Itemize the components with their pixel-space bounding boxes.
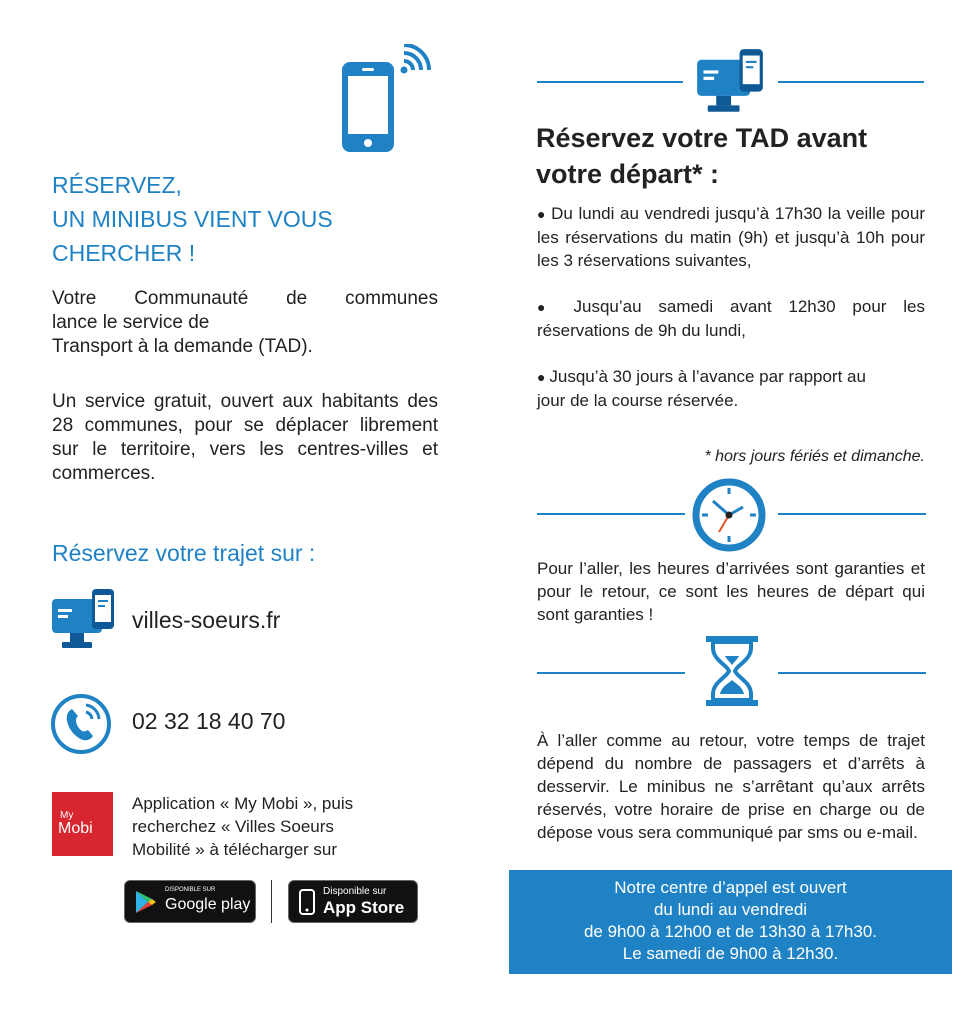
bullet-item (537, 365, 897, 412)
headline-line: CHERCHER ! (52, 240, 196, 266)
computer-phone-icon (50, 587, 116, 651)
google-play-small: DISPONIBLE SUR (165, 887, 216, 893)
website-link[interactable]: villes-soeurs.fr (132, 607, 281, 633)
bullet-text: Du lundi au vendredi jusqu’à 17h30 la veille pour les réservations du matin (9h) et jusqu’à 10h pour les 3 réservations suivantes, (537, 204, 925, 270)
divider-top-right (778, 81, 924, 83)
mymobi-logo-top: My (60, 810, 74, 821)
app-text-line: Application « My Mobi », puis (132, 794, 354, 813)
callcenter-line: du lundi au vendredi (653, 900, 808, 919)
bullet-item (537, 295, 925, 342)
app-text (132, 792, 353, 861)
app-store-small: Disponible sur (323, 886, 387, 897)
callcenter-box (509, 870, 952, 974)
app-text-line: recherchez « Villes Soeurs (132, 817, 334, 836)
store-divider (271, 880, 272, 923)
bullet-text: Jusqu’au samedi avant 12h30 pour les réservations de 9h du lundi, (537, 297, 925, 340)
computer-phone-icon (695, 47, 765, 115)
bullet-dot: ● (537, 206, 552, 222)
headline-line: RÉSERVEZ, (52, 172, 182, 198)
intro-line: Transport à la demande (TAD). (52, 336, 313, 357)
divider-top-left (537, 81, 683, 83)
divider-hourglass-left (537, 672, 685, 674)
smartphone-wifi-icon (338, 44, 434, 156)
guarantee-text: Pour l’aller, les heures d’arrivées sont garanties et pour le retour, ce sont les heures de départ qui sont garanties ! (537, 559, 925, 624)
apple-icon (299, 889, 315, 915)
google-play-label: Google play (165, 896, 251, 913)
divider-clock-right (778, 513, 926, 515)
headline-line: UN MINIBUS VIENT VOUS (52, 206, 333, 232)
callcenter-line: Le samedi de 9h00 à 12h30. (622, 944, 839, 963)
bullet-dot: ● (537, 369, 550, 385)
mymobi-logo-bottom: Mobi (58, 820, 93, 837)
bullet-text: Jusqu’à 30 jours à l’avance par rapport au jour de la course réservée. (537, 367, 866, 410)
headline (52, 168, 412, 270)
bullet-dot: ● (537, 299, 574, 315)
reserve-heading: Réservez votre trajet sur : (52, 540, 316, 566)
hourglass-icon (706, 636, 758, 706)
bullet-list (537, 202, 925, 412)
bullet-item (537, 202, 925, 272)
phone-handset-icon (50, 693, 112, 755)
intro-text (52, 287, 438, 359)
app-store-button[interactable] (288, 880, 418, 923)
clock-icon (691, 477, 767, 553)
divider-clock-left (537, 513, 685, 515)
phone-number[interactable]: 02 32 18 40 70 (132, 708, 286, 734)
intro-line: lance le service de (52, 312, 210, 333)
app-text-line: Mobilité » à télécharger sur (132, 840, 338, 859)
right-title-line: votre départ* : (536, 159, 720, 189)
mymobi-logo (52, 792, 113, 856)
callcenter-line: Notre centre d’appel est ouvert (614, 878, 847, 897)
google-play-icon (135, 890, 157, 914)
divider-hourglass-right (778, 672, 926, 674)
intro-line: Votre Communauté de communes (52, 288, 438, 309)
footnote: * hors jours fériés et dimanche. (704, 448, 925, 465)
right-title (536, 120, 867, 192)
service-text: Un service gratuit, ouvert aux habitants des 28 communes, pour se déplacer librement sur le territoire, vers les centres-villes et commerces. (52, 391, 438, 484)
google-play-button[interactable] (124, 880, 256, 923)
right-title-line: Réservez votre TAD avant (536, 123, 868, 153)
app-store-label: App Store (323, 898, 405, 917)
duration-text: À l’aller comme au retour, votre temps de trajet dépend du nombre de passagers et d’arrêts à desservir. Le minibus ne s’arrêtant qu’aux arrêts réservés, votre horaire de prise en charge ou de dépose vous sera communiqué par sms ou e-mail. (537, 731, 925, 842)
callcenter-line: de 9h00 à 12h00 et de 13h30 à 17h30. (583, 922, 878, 941)
